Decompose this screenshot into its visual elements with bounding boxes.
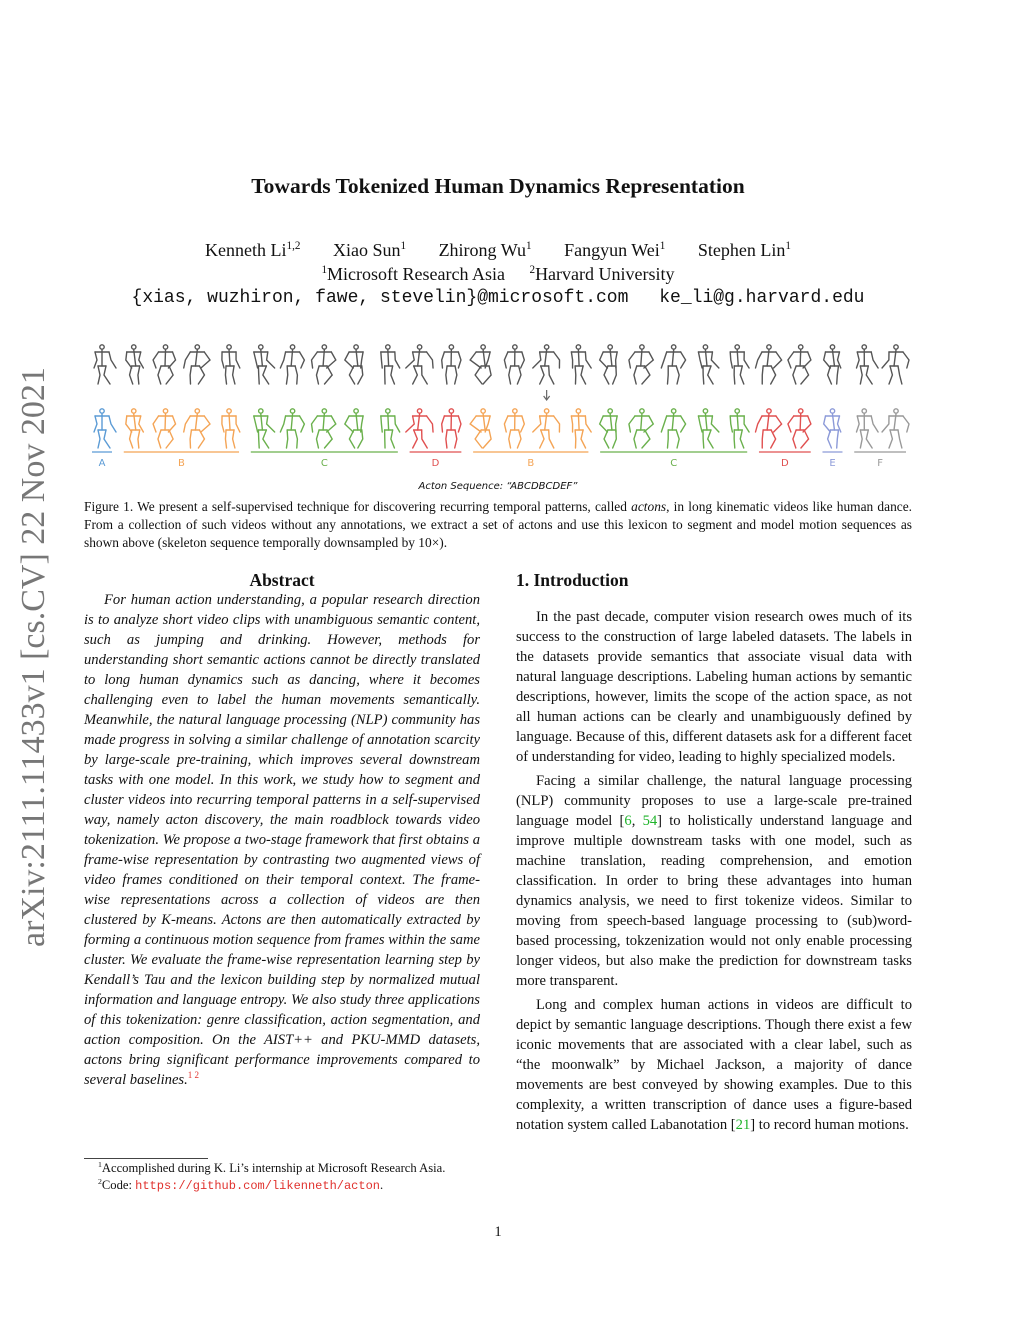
citation-link[interactable]: 21 — [735, 1117, 751, 1133]
skeleton-raw — [312, 345, 336, 384]
skeleton-raw — [222, 345, 240, 384]
skeleton-acton — [698, 409, 718, 448]
paper-title: Towards Tokenized Human Dynamics Representation — [251, 174, 745, 198]
skeleton-raw — [661, 345, 685, 384]
skeleton-acton — [882, 409, 909, 448]
skeleton-acton — [788, 409, 811, 448]
skeleton-acton — [381, 409, 400, 448]
affiliations — [0, 264, 996, 285]
skeleton-raw — [280, 345, 304, 384]
skeleton-raw — [254, 345, 275, 384]
affiliation: $^2$Harvard University — [529, 263, 675, 284]
footnote-rule — [84, 1158, 208, 1159]
footnotes — [84, 1160, 504, 1195]
skeleton-raw — [184, 345, 210, 384]
email-line — [0, 288, 996, 308]
segment-label: F — [877, 458, 884, 469]
skeleton-acton — [184, 409, 210, 448]
intro-paragraph-2: Facing a similar challenge, the natural language processing (NLP) community proposes to use a large-scale pre-trained language model [6, 54] to holistically understand language and improve multiple downstream tasks with one model, such as machine translation, reading comprehension, and emotion classification. In order to bring these advantages into human dynamics analysis, we need to first tokenize videos. Similar to moving from speech-based language processing to (sub)word-based processing, tokzenization would not only enable processing longer videos, but also make the prediction for downstream tasks more transparent. — [516, 773, 913, 989]
intro-paragraph-3: Long and complex human actions in videos are difficult to depict by semantic language descriptions. Though there exist a few iconic movements that are associated with a clear label, such as “the moonwalk” by Michael Jackson, a majority of dance movements are best conveyed by showing examples. Due to this complexity, a written transcription of dance uses a figure-based notation system called Labanotation [21] to record human motions. — [516, 997, 912, 1133]
figure-caption: Figure 1. We present a self-supervised technique for discovering recurring temporal patterns, called actons, in long kinematic videos like human dance. From a collection of such videos without any annotations, we extract a set of actons and use this lexicon to segment and model motion sequences as shown above (skeleton sequence temporally downsampled by 10×). — [84, 499, 912, 550]
author-name: Xiao Sun$^1$ — [332, 239, 407, 260]
skeleton-acton — [629, 409, 653, 448]
skeleton-acton — [661, 409, 685, 448]
author-name: Fangyun Wei$^1$ — [564, 239, 666, 260]
author-list — [0, 240, 996, 261]
abstract-heading: Abstract — [249, 570, 315, 590]
skeleton-raw — [600, 345, 617, 384]
skeleton-raw — [406, 345, 433, 384]
segment-label: D — [780, 458, 789, 469]
skeleton-acton — [406, 409, 433, 448]
introduction-heading: 1. Introduction — [516, 570, 629, 590]
segment-label: B — [177, 458, 185, 469]
citation-link[interactable]: 6 — [624, 813, 632, 829]
skeleton-raw — [788, 345, 811, 384]
skeleton-raw — [381, 345, 400, 384]
segment-label: E — [829, 458, 836, 469]
skeleton-raw — [126, 345, 144, 384]
author-name: Zhirong Wu$^1$ — [438, 239, 532, 260]
skeleton-acton — [222, 409, 240, 448]
skeleton-raw — [442, 345, 461, 384]
segment-label: C — [320, 458, 328, 469]
affiliation: $^1$Microsoft Research Asia — [321, 263, 505, 284]
skeleton-raw — [571, 345, 591, 384]
citation-link[interactable]: 54 — [642, 813, 658, 829]
segment-label: C — [670, 458, 678, 469]
skeleton-raw — [345, 345, 363, 384]
skeleton-acton — [254, 409, 275, 448]
segment-label: A — [98, 458, 106, 469]
author-name: Stephen Lin$^1$ — [697, 239, 791, 260]
skeleton-raw — [824, 345, 841, 384]
skeleton-raw — [94, 345, 116, 384]
footnote-2: $^2$Code: https://github.com/likenneth/acton. — [98, 1176, 384, 1193]
skeleton-raw — [470, 345, 491, 384]
skeleton-acton — [730, 409, 749, 448]
skeleton-acton — [153, 409, 175, 448]
arxiv-stamp-text: arXiv:2111.11433v1 [cs.CV] 22 Nov 2021 — [15, 367, 52, 947]
skeleton-acton — [126, 409, 144, 448]
skeleton-acton — [94, 409, 116, 448]
footnote-marks[interactable]: 1 2 — [187, 1070, 200, 1081]
skeleton-acton — [312, 409, 336, 448]
skeleton-raw — [504, 345, 524, 384]
skeleton-raw — [533, 345, 560, 384]
skeleton-raw — [756, 345, 782, 384]
skeleton-raw — [698, 345, 718, 384]
skeleton-raw — [730, 345, 749, 384]
author-name: Kenneth Li$^{1,2}$ — [205, 239, 301, 260]
intro-paragraph-1: In the past decade, computer vision research owes much of its success to the construction of large labeled datasets. The labels in the datasets provide semantics that associate visual data with natural language descriptions. Labeling human actions by semantic descriptions, however, limits the scope of the action space, as not all human actions can be clearly and unambiguously defined by language. Because of this, different datasets ask for a different facet of understanding for video, leading to highly specialized models. — [516, 609, 912, 765]
email-microsoft: {xias, wuzhiron, fawe, stevelin}@microsoft.com — [131, 288, 629, 308]
skeleton-acton — [470, 409, 491, 448]
skeleton-raw — [153, 345, 175, 384]
acton-sequence-label: Acton Sequence: “ABCDBCDEF” — [418, 481, 578, 492]
skeleton-acton — [345, 409, 363, 448]
page-number: 1 — [494, 1224, 502, 1240]
skeleton-acton — [280, 409, 304, 448]
skeleton-acton — [856, 409, 878, 448]
footnote-1: $^1$Accomplished during K. Li’s internship at Microsoft Research Asia. — [98, 1159, 446, 1175]
skeleton-acton — [533, 409, 560, 448]
segment-label: B — [527, 458, 535, 469]
skeleton-acton — [504, 409, 524, 448]
skeleton-raw — [856, 345, 878, 384]
introduction-body — [516, 607, 912, 1139]
skeleton-acton — [824, 409, 841, 448]
skeleton-acton — [756, 409, 782, 448]
code-link[interactable]: https://github.com/likenneth/acton — [135, 1179, 380, 1193]
email-harvard: ke_li@g.harvard.edu — [659, 288, 865, 308]
skeleton-acton — [442, 409, 461, 448]
figure-skeleton-sequence — [84, 338, 912, 493]
skeleton-acton — [600, 409, 617, 448]
skeleton-raw — [882, 345, 909, 384]
arxiv-stamp — [8, 352, 52, 952]
abstract-body: For human action understanding, a popular research direction is to analyze short video clips with unambiguous semantic content, such as jumping and drinking. However, methods for understanding short semantic actions cannot be directly translated to long human dynamics such as dancing, where it becomes challenging even to label the human movements semantically. Meanwhile, the natural language processing (NLP) community has made progress in solving a similar challenge of annotation scarcity by large-scale pre-training, which improves several downstream tasks with one model. In this work, we study how to segment and cluster videos into recurring temporal patterns in a self-supervised way, namely acton discovery, the main roadblock towards video tokenization. We propose a two-stage framework that first obtains a frame-wise representation by contrasting two augmented views of video frames conditioned on their temporal context. The frame-wise representations across a collection of videos are then clustered by K-means. Actons are then automatically extracted by forming a continuous motion sequence from frames within the same cluster. We evaluate the frame-wise representation learning step by Kendall’s Tau and the lexicon building step by normalized mutual information and language entropy. We also study three applications of this tokenization: genre classification, action segmentation, and action composition. On the AIST++ and PKU-MMD datasets, actons bring significant performance improvements compared to several baselines.$^{1 2}$ — [84, 592, 480, 1088]
skeleton-acton — [571, 409, 591, 448]
skeleton-raw — [629, 345, 653, 384]
segment-label: D — [431, 458, 440, 469]
